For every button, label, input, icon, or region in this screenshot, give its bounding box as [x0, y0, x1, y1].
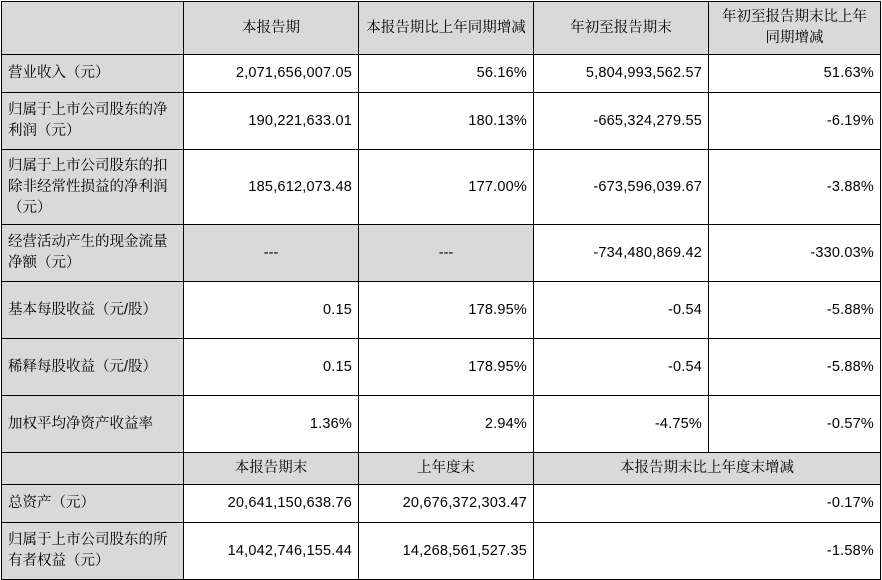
cell-cash-flow-ytd-change: -330.03%: [709, 225, 881, 282]
cell-excl-nonrecurring-period-change: 177.00%: [359, 150, 534, 225]
cell-total-assets-change: -0.17%: [534, 485, 881, 523]
cell-revenue-current: 2,071,656,007.05: [184, 55, 359, 93]
cell-cash-flow-period-change: ---: [359, 225, 534, 282]
table-row: [2, 339, 881, 396]
cell-cash-flow-ytd: -734,480,869.42: [534, 225, 709, 282]
cell-excl-nonrecurring-current: 185,612,073.48: [184, 150, 359, 225]
cell-equity-period-end: 14,042,746,155.44: [184, 523, 359, 580]
cell-basic-eps-current: 0.15: [184, 282, 359, 339]
cell-cash-flow-current: ---: [184, 225, 359, 282]
row-label-net-profit-excl-nonrecurring: 归属于上市公司股东的扣除非经常性损益的净利润（元）: [2, 150, 184, 225]
second-header-cell-blank: [2, 453, 184, 485]
cell-weighted-roe-ytd: -4.75%: [534, 396, 709, 453]
cell-weighted-roe-current: 1.36%: [184, 396, 359, 453]
header-cell-ytd: 年初至报告期末: [534, 2, 709, 55]
row-label-operating-cash-flow: 经营活动产生的现金流量净额（元）: [2, 225, 184, 282]
cell-diluted-eps-ytd: -0.54: [534, 339, 709, 396]
table-row: [2, 55, 881, 93]
table-row: [2, 485, 881, 523]
table-row: [2, 150, 881, 225]
second-header-cell-change: 本报告期末比上年度末增减: [534, 453, 881, 485]
table-row: [2, 523, 881, 580]
table-header-row: [2, 2, 881, 55]
cell-net-profit-current: 190,221,633.01: [184, 93, 359, 150]
cell-revenue-ytd: 5,804,993,562.57: [534, 55, 709, 93]
table-row: [2, 225, 881, 282]
header-cell-blank: [2, 2, 184, 55]
cell-weighted-roe-period-change: 2.94%: [359, 396, 534, 453]
table-second-header-row: [2, 453, 881, 485]
second-header-cell-period-end: 本报告期末: [184, 453, 359, 485]
cell-basic-eps-ytd: -0.54: [534, 282, 709, 339]
cell-diluted-eps-current: 0.15: [184, 339, 359, 396]
cell-equity-prior-year-end: 14,268,561,527.35: [359, 523, 534, 580]
cell-net-profit-period-change: 180.13%: [359, 93, 534, 150]
row-label-basic-eps: 基本每股收益（元/股）: [2, 282, 184, 339]
cell-revenue-period-change: 56.16%: [359, 55, 534, 93]
row-label-revenue: 营业收入（元）: [2, 55, 184, 93]
cell-excl-nonrecurring-ytd-change: -3.88%: [709, 150, 881, 225]
header-cell-ytd-yoy-change: 年初至报告期末比上年同期增减: [709, 2, 881, 55]
cell-basic-eps-period-change: 178.95%: [359, 282, 534, 339]
financial-summary-table: [1, 1, 881, 580]
row-label-net-profit: 归属于上市公司股东的净利润（元）: [2, 93, 184, 150]
header-cell-period-yoy-change: 本报告期比上年同期增减: [359, 2, 534, 55]
cell-equity-change: -1.58%: [534, 523, 881, 580]
cell-diluted-eps-ytd-change: -5.88%: [709, 339, 881, 396]
table-row: [2, 282, 881, 339]
cell-diluted-eps-period-change: 178.95%: [359, 339, 534, 396]
header-cell-current-period: 本报告期: [184, 2, 359, 55]
cell-net-profit-ytd: -665,324,279.55: [534, 93, 709, 150]
cell-net-profit-ytd-change: -6.19%: [709, 93, 881, 150]
row-label-diluted-eps: 稀释每股收益（元/股）: [2, 339, 184, 396]
table-row: [2, 396, 881, 453]
row-label-weighted-roe: 加权平均净资产收益率: [2, 396, 184, 453]
cell-revenue-ytd-change: 51.63%: [709, 55, 881, 93]
financial-summary-table-container: [0, 1, 882, 570]
cell-basic-eps-ytd-change: -5.88%: [709, 282, 881, 339]
cell-excl-nonrecurring-ytd: -673,596,039.67: [534, 150, 709, 225]
table-row: [2, 93, 881, 150]
cell-total-assets-period-end: 20,641,150,638.76: [184, 485, 359, 523]
cell-total-assets-prior-year-end: 20,676,372,303.47: [359, 485, 534, 523]
cell-weighted-roe-ytd-change: -0.57%: [709, 396, 881, 453]
second-header-cell-prior-year-end: 上年度末: [359, 453, 534, 485]
row-label-total-assets: 总资产（元）: [2, 485, 184, 523]
row-label-equity-attributable: 归属于上市公司股东的所有者权益（元）: [2, 523, 184, 580]
